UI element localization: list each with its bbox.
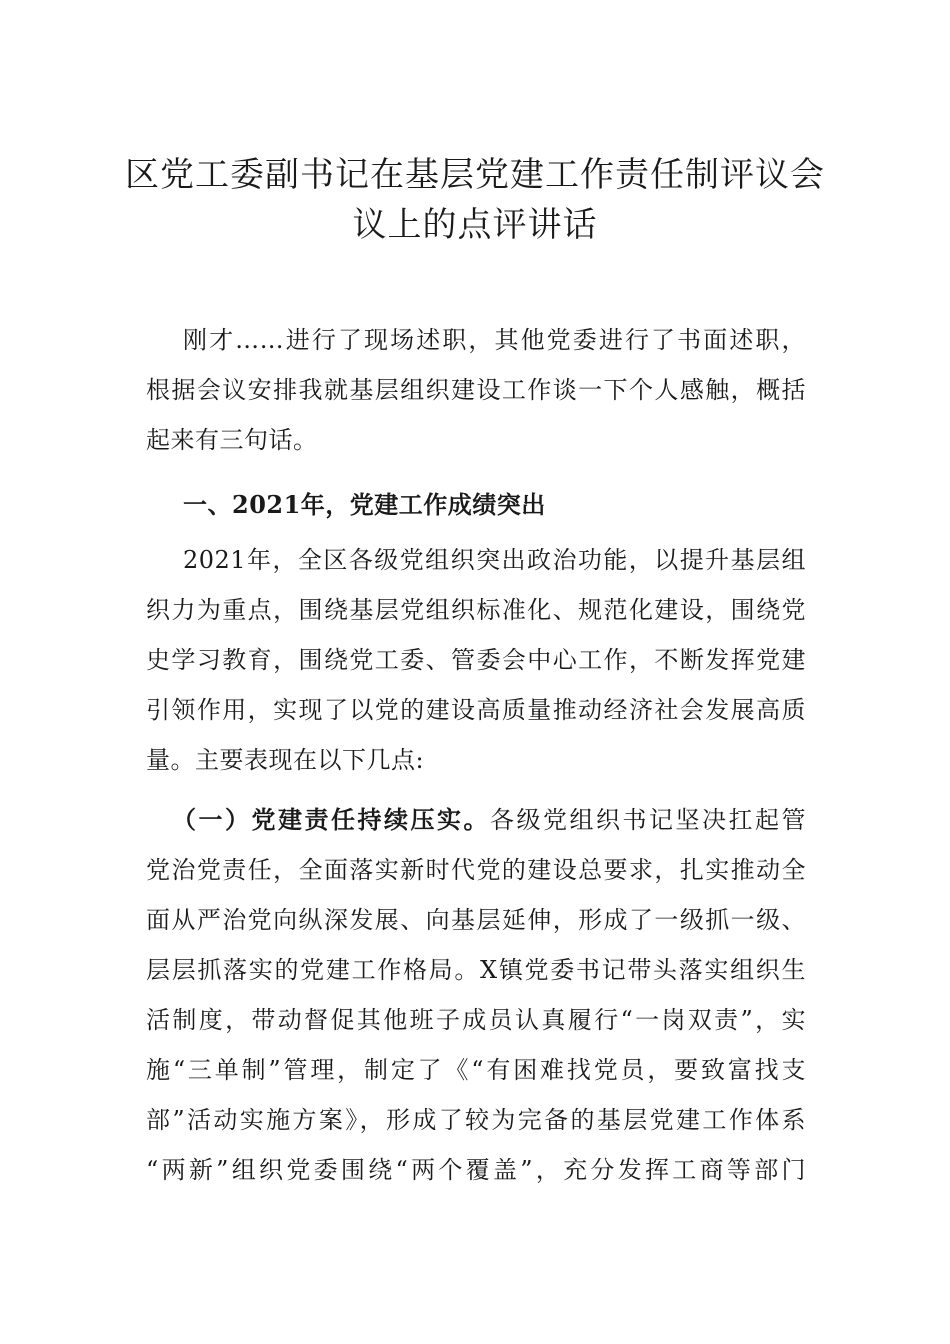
body-line: 引领作用，实现了以党的建设高质量推动经济社会发展高质 <box>146 696 806 724</box>
body-line: “两新”组织党委围绕“两个覆盖”，充分发挥工商等部门 <box>146 1156 806 1184</box>
body-line: 党治党责任，全面落实新时代党的建设总要求，扎实推动全 <box>146 856 806 884</box>
intro-line: 根据会议安排我就基层组织建设工作谈一下个人感触，概括 <box>146 376 806 404</box>
body-line: 层层抓落实的党建工作格局。X镇党委书记带头落实组织生 <box>146 956 806 984</box>
page-title: 区党工委副书记在基层党建工作责任制评议会 <box>125 155 825 195</box>
body-line: 面从严治党向纵深发展、向基层延伸，形成了一级抓一级、 <box>146 906 806 934</box>
intro-line: 起来有三句话。 <box>146 426 318 454</box>
section-heading: 一、2021年，党建工作成绩突出 <box>183 490 546 519</box>
body-line: 织力为重点，围绕基层党组织标准化、规范化建设，围绕党 <box>146 596 806 624</box>
body-line: 史学习教育，围绕党工委、管委会中心工作，不断发挥党建 <box>146 646 806 674</box>
body-line: 部”活动实施方案》，形成了较为完备的基层党建工作体系 <box>146 1106 806 1134</box>
subsection-first-line <box>172 798 806 842</box>
subsection-heading: （一）党建责任持续压实。 <box>172 805 490 834</box>
subsection-text: 各级党组织书记坚决扛起管 <box>490 806 806 834</box>
body-line: 活制度，带动督促其他班子成员认真履行“一岗双责”，实 <box>146 1006 806 1034</box>
body-line: 2021年，全区各级党组织突出政治功能，以提升基层组 <box>183 546 806 574</box>
body-line: 量。主要表现在以下几点: <box>146 746 425 774</box>
page-title-continued: 议上的点评讲话 <box>352 205 598 245</box>
body-line: 施“三单制”管理，制定了《“有困难找党员，要致富找支 <box>146 1056 806 1084</box>
intro-line: 刚才……进行了现场述职，其他党委进行了书面述职， <box>183 326 806 354</box>
